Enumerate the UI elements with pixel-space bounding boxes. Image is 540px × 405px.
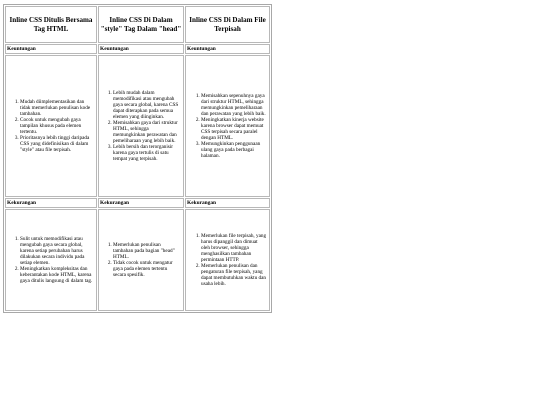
disadvantages-label-row	[5, 198, 270, 208]
advantages-list	[100, 90, 182, 162]
advantages-row	[5, 55, 270, 197]
header-style-tag: Inline CSS Di Dalam "style" Tag Dalam "head"	[98, 6, 184, 43]
disadvantages-list	[100, 242, 182, 278]
advantages-label: Keuntungan	[5, 44, 97, 54]
list-item: 1. Memerlukan penulisan tambahan pada bagian "head" HTML.	[113, 242, 181, 260]
advantages-list	[7, 99, 95, 153]
disadvantages-cell-style-tag	[98, 209, 184, 311]
advantages-list	[187, 93, 268, 159]
header-row	[5, 6, 270, 43]
list-item: 1. Memerlukan file terpisah, yang harus dipanggil dan dimuat oleh browser, sehingga menghasilkan tambahan permintaan HTTP.	[201, 233, 267, 263]
advantages-label-row	[5, 44, 270, 54]
list-item: 2. Meningkatkan kompleksitas dan keberantakan kode HTML, karena gaya ditulis langsung di dalam tag.	[20, 266, 94, 284]
disadvantages-list	[187, 233, 268, 287]
list-item: 2. Memerlukan penulisan dan pengaturan file terpisah, yang dapat membutuhkan waktu dan usaha lebih.	[201, 263, 267, 287]
list-item: 1. Mudah diimplementasikan dan tidak memerlukan penulisan kode tambahan.	[20, 99, 94, 117]
list-item: 2. Tidak cocok untuk mengatur gaya pada elemen tertentu secara spesifik.	[113, 260, 181, 278]
list-item: 1. Lebih mudah dalam memodifikasi atau mengubah gaya secara global, karena CSS dapat diterapkan pada semua elemen yang diinginkan.	[113, 90, 181, 120]
list-item: 3. Lebih bersih dan terorganisir karena gaya tertulis di satu tempat yang terpisah.	[113, 144, 181, 162]
disadvantages-list	[7, 236, 95, 284]
disadvantages-cell-inline-tag	[5, 209, 97, 311]
list-item: 2. Memisahkan gaya dari struktur HTML, sehingga memungkinkan perawatan dan pemeliharaan yang lebih baik.	[113, 120, 181, 144]
comparison-table	[3, 4, 272, 313]
advantages-label: Keuntungan	[98, 44, 184, 54]
header-inline-tag: Inline CSS Ditulis Bersama Tag HTML	[5, 6, 97, 43]
list-item: 1. Memisahkan sepenuhnya gaya dari struktur HTML, sehingga memungkinkan pemeliharaan dan perawatan yang lebih baik.	[201, 93, 267, 117]
advantages-cell-style-tag	[98, 55, 184, 197]
list-item: 3. Memungkinkan penggunaan ulang gaya pada berbagai halaman.	[201, 141, 267, 159]
disadvantages-label: Kekurangan	[98, 198, 184, 208]
disadvantages-label: Kekurangan	[185, 198, 270, 208]
disadvantages-cell-separate-file	[185, 209, 270, 311]
advantages-cell-inline-tag	[5, 55, 97, 197]
header-separate-file: Inline CSS Di Dalam File Terpisah	[185, 6, 270, 43]
list-item: 1. Sulit untuk memodifikasi atau mengubah gaya secara global, karena setiap perubahan harus dilakukan secara individu pada setiap elemen.	[20, 236, 94, 266]
list-item: 2. Cocok untuk mengubah gaya tampilan khusus pada elemen tertentu.	[20, 117, 94, 135]
advantages-label: Keuntungan	[185, 44, 270, 54]
disadvantages-label: Kekurangan	[5, 198, 97, 208]
list-item: 3. Prioritasnya lebih tinggi daripada CSS yang didefinisikan di dalam "style" atau file terpisah.	[20, 135, 94, 153]
disadvantages-row	[5, 209, 270, 311]
list-item: 2. Meningkatkan kinerja website karena browser dapat memuat CSS terpisah secara paralel dengan HTML.	[201, 117, 267, 141]
advantages-cell-separate-file	[185, 55, 270, 197]
